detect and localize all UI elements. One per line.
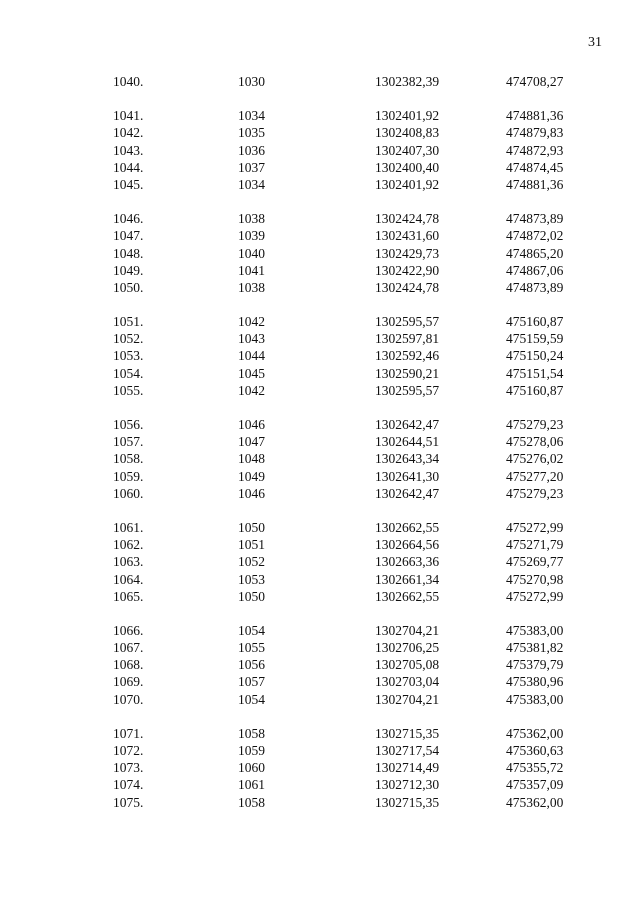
row-number-cell: 1049. [113,262,144,278]
table-row [0,725,640,742]
x-coordinate-cell: 1302664,56 [375,537,440,553]
y-coordinate-cell: 474872,02 [506,228,564,244]
point-id-cell: 1039 [238,228,265,244]
row-group [0,313,640,399]
x-coordinate-cell: 1302662,55 [375,588,440,604]
table-row [0,159,640,176]
row-number-cell: 1040. [113,74,144,89]
row-number-cell: 1067. [113,640,144,656]
y-coordinate-cell: 474881,36 [506,176,564,192]
point-id-cell: 1034 [238,108,265,124]
x-coordinate-cell: 1302717,54 [375,743,440,758]
x-coordinate-cell: 1302431,60 [375,228,440,244]
table-row [0,639,640,656]
table-row [0,553,640,570]
row-number-cell: 1061. [113,519,144,535]
point-id-cell: 1057 [238,674,265,690]
table-row [0,313,640,330]
table-row [0,227,640,244]
x-coordinate-cell: 1302642,47 [375,417,440,432]
x-coordinate-cell: 1302424,78 [375,279,440,295]
row-number-cell: 1060. [113,485,144,501]
x-coordinate-cell: 1302714,49 [375,760,440,776]
page-number: 31 [588,35,602,50]
x-coordinate-cell: 1302642,47 [375,485,440,501]
row-number-cell: 1043. [113,142,144,158]
y-coordinate-cell: 475381,82 [506,640,564,656]
table-row [0,450,640,467]
point-id-cell: 1038 [238,211,265,227]
point-id-cell: 1052 [238,554,265,570]
x-coordinate-cell: 1302706,25 [375,640,440,656]
x-coordinate-cell: 1302662,55 [375,519,440,535]
row-group [0,107,640,193]
point-id-cell: 1053 [238,571,265,587]
x-coordinate-cell: 1302715,35 [375,725,440,741]
table-row [0,210,640,227]
point-id-cell: 1041 [238,262,265,278]
table-row [0,691,640,708]
y-coordinate-cell: 474874,45 [506,159,564,175]
y-coordinate-cell: 475269,77 [506,554,564,570]
row-number-cell: 1070. [113,691,144,707]
table-row [0,382,640,399]
x-coordinate-cell: 1302715,35 [375,794,440,810]
table-row [0,536,640,553]
y-coordinate-cell: 475362,00 [506,794,564,810]
y-coordinate-cell: 475279,23 [506,417,564,432]
y-coordinate-cell: 474881,36 [506,108,564,124]
row-number-cell: 1072. [113,743,144,758]
table-row [0,107,640,124]
table-row [0,485,640,502]
point-id-cell: 1042 [238,382,265,398]
y-coordinate-cell: 474873,89 [506,279,564,295]
row-number-cell: 1063. [113,554,144,570]
row-number-cell: 1057. [113,434,144,450]
table-row [0,330,640,347]
table-row [0,73,640,90]
row-group [0,622,640,708]
table-row [0,656,640,673]
y-coordinate-cell: 475277,20 [506,468,564,484]
row-group [0,725,640,811]
table-row [0,571,640,588]
y-coordinate-cell: 475383,00 [506,622,564,638]
x-coordinate-cell: 1302661,34 [375,571,440,587]
point-id-cell: 1049 [238,468,265,484]
x-coordinate-cell: 1302400,40 [375,159,440,175]
y-coordinate-cell: 475357,09 [506,777,564,793]
row-number-cell: 1069. [113,674,144,690]
x-coordinate-cell: 1302704,21 [375,691,440,707]
table-row [0,673,640,690]
point-id-cell: 1055 [238,640,265,656]
row-number-cell: 1059. [113,468,144,484]
table-row [0,588,640,605]
row-number-cell: 1075. [113,794,144,810]
row-number-cell: 1041. [113,108,144,124]
point-id-cell: 1046 [238,485,265,501]
point-id-cell: 1037 [238,159,265,175]
x-coordinate-cell: 1302590,21 [375,365,440,381]
point-id-cell: 1040 [238,245,265,261]
x-coordinate-cell: 1302712,30 [375,777,440,793]
y-coordinate-cell: 474879,83 [506,125,564,141]
point-id-cell: 1061 [238,777,265,793]
row-number-cell: 1055. [113,382,144,398]
y-coordinate-cell: 475272,99 [506,519,564,535]
x-coordinate-cell: 1302429,73 [375,245,440,261]
table-row [0,176,640,193]
row-number-cell: 1062. [113,537,144,553]
y-coordinate-cell: 475271,79 [506,537,564,553]
x-coordinate-cell: 1302424,78 [375,211,440,227]
row-number-cell: 1044. [113,159,144,175]
y-coordinate-cell: 475159,59 [506,331,564,347]
x-coordinate-cell: 1302408,83 [375,125,440,141]
row-number-cell: 1054. [113,365,144,381]
y-coordinate-cell: 475150,24 [506,348,564,364]
row-number-cell: 1051. [113,314,144,330]
y-coordinate-cell: 475355,72 [506,760,564,776]
y-coordinate-cell: 474867,06 [506,262,564,278]
y-coordinate-cell: 475276,02 [506,451,564,467]
x-coordinate-cell: 1302401,92 [375,108,440,124]
table-row [0,622,640,639]
x-coordinate-cell: 1302643,34 [375,451,440,467]
table-row [0,279,640,296]
row-number-cell: 1056. [113,417,144,432]
x-coordinate-cell: 1302597,81 [375,331,440,347]
y-coordinate-cell: 474872,93 [506,142,564,158]
table-row [0,365,640,382]
x-coordinate-cell: 1302401,92 [375,176,440,192]
point-id-cell: 1044 [238,348,265,364]
point-id-cell: 1048 [238,451,265,467]
table-row [0,124,640,141]
table-row [0,262,640,279]
row-group [0,416,640,502]
point-id-cell: 1059 [238,743,265,758]
y-coordinate-cell: 475380,96 [506,674,564,690]
row-group [0,210,640,296]
y-coordinate-cell: 474873,89 [506,211,564,227]
point-id-cell: 1056 [238,657,265,673]
row-number-cell: 1042. [113,125,144,141]
row-number-cell: 1071. [113,725,144,741]
y-coordinate-cell: 475360,63 [506,743,564,758]
table-row [0,519,640,536]
x-coordinate-cell: 1302422,90 [375,262,440,278]
table-row [0,433,640,450]
y-coordinate-cell: 475379,79 [506,657,564,673]
table-row [0,794,640,811]
y-coordinate-cell: 475151,54 [506,365,564,381]
table-row [0,245,640,262]
point-id-cell: 1046 [238,417,265,432]
row-number-cell: 1065. [113,588,144,604]
row-number-cell: 1058. [113,451,144,467]
point-id-cell: 1060 [238,760,265,776]
y-coordinate-cell: 475160,87 [506,382,564,398]
point-id-cell: 1047 [238,434,265,450]
x-coordinate-cell: 1302407,30 [375,142,440,158]
point-id-cell: 1036 [238,142,265,158]
point-id-cell: 1038 [238,279,265,295]
x-coordinate-cell: 1302382,39 [375,74,440,89]
row-number-cell: 1064. [113,571,144,587]
x-coordinate-cell: 1302595,57 [375,314,440,330]
point-id-cell: 1043 [238,331,265,347]
row-number-cell: 1052. [113,331,144,347]
point-id-cell: 1054 [238,622,265,638]
y-coordinate-cell: 475383,00 [506,691,564,707]
y-coordinate-cell: 475160,87 [506,314,564,330]
row-number-cell: 1047. [113,228,144,244]
y-coordinate-cell: 475279,23 [506,485,564,501]
y-coordinate-cell: 475272,99 [506,588,564,604]
table-row [0,347,640,364]
row-number-cell: 1074. [113,777,144,793]
row-number-cell: 1073. [113,760,144,776]
point-id-cell: 1058 [238,725,265,741]
x-coordinate-cell: 1302663,36 [375,554,440,570]
x-coordinate-cell: 1302592,46 [375,348,440,364]
row-number-cell: 1045. [113,176,144,192]
row-number-cell: 1050. [113,279,144,295]
table-row [0,142,640,159]
point-id-cell: 1034 [238,176,265,192]
point-id-cell: 1042 [238,314,265,330]
point-id-cell: 1050 [238,519,265,535]
row-group [0,519,640,605]
table-row [0,416,640,433]
x-coordinate-cell: 1302705,08 [375,657,440,673]
y-coordinate-cell: 475278,06 [506,434,564,450]
x-coordinate-cell: 1302704,21 [375,622,440,638]
x-coordinate-cell: 1302641,30 [375,468,440,484]
y-coordinate-cell: 475362,00 [506,725,564,741]
point-id-cell: 1051 [238,537,265,553]
y-coordinate-cell: 474865,20 [506,245,564,261]
table-row [0,776,640,793]
table-row [0,468,640,485]
row-number-cell: 1046. [113,211,144,227]
coordinates-table [0,73,640,828]
point-id-cell: 1035 [238,125,265,141]
row-number-cell: 1066. [113,622,144,638]
x-coordinate-cell: 1302644,51 [375,434,440,450]
point-id-cell: 1054 [238,691,265,707]
x-coordinate-cell: 1302703,04 [375,674,440,690]
point-id-cell: 1058 [238,794,265,810]
row-number-cell: 1068. [113,657,144,673]
x-coordinate-cell: 1302595,57 [375,382,440,398]
row-number-cell: 1053. [113,348,144,364]
row-number-cell: 1048. [113,245,144,261]
row-group [0,73,640,90]
y-coordinate-cell: 475270,98 [506,571,564,587]
point-id-cell: 1030 [238,74,265,89]
table-row [0,759,640,776]
y-coordinate-cell: 474708,27 [506,74,564,89]
point-id-cell: 1050 [238,588,265,604]
point-id-cell: 1045 [238,365,265,381]
table-row [0,742,640,759]
